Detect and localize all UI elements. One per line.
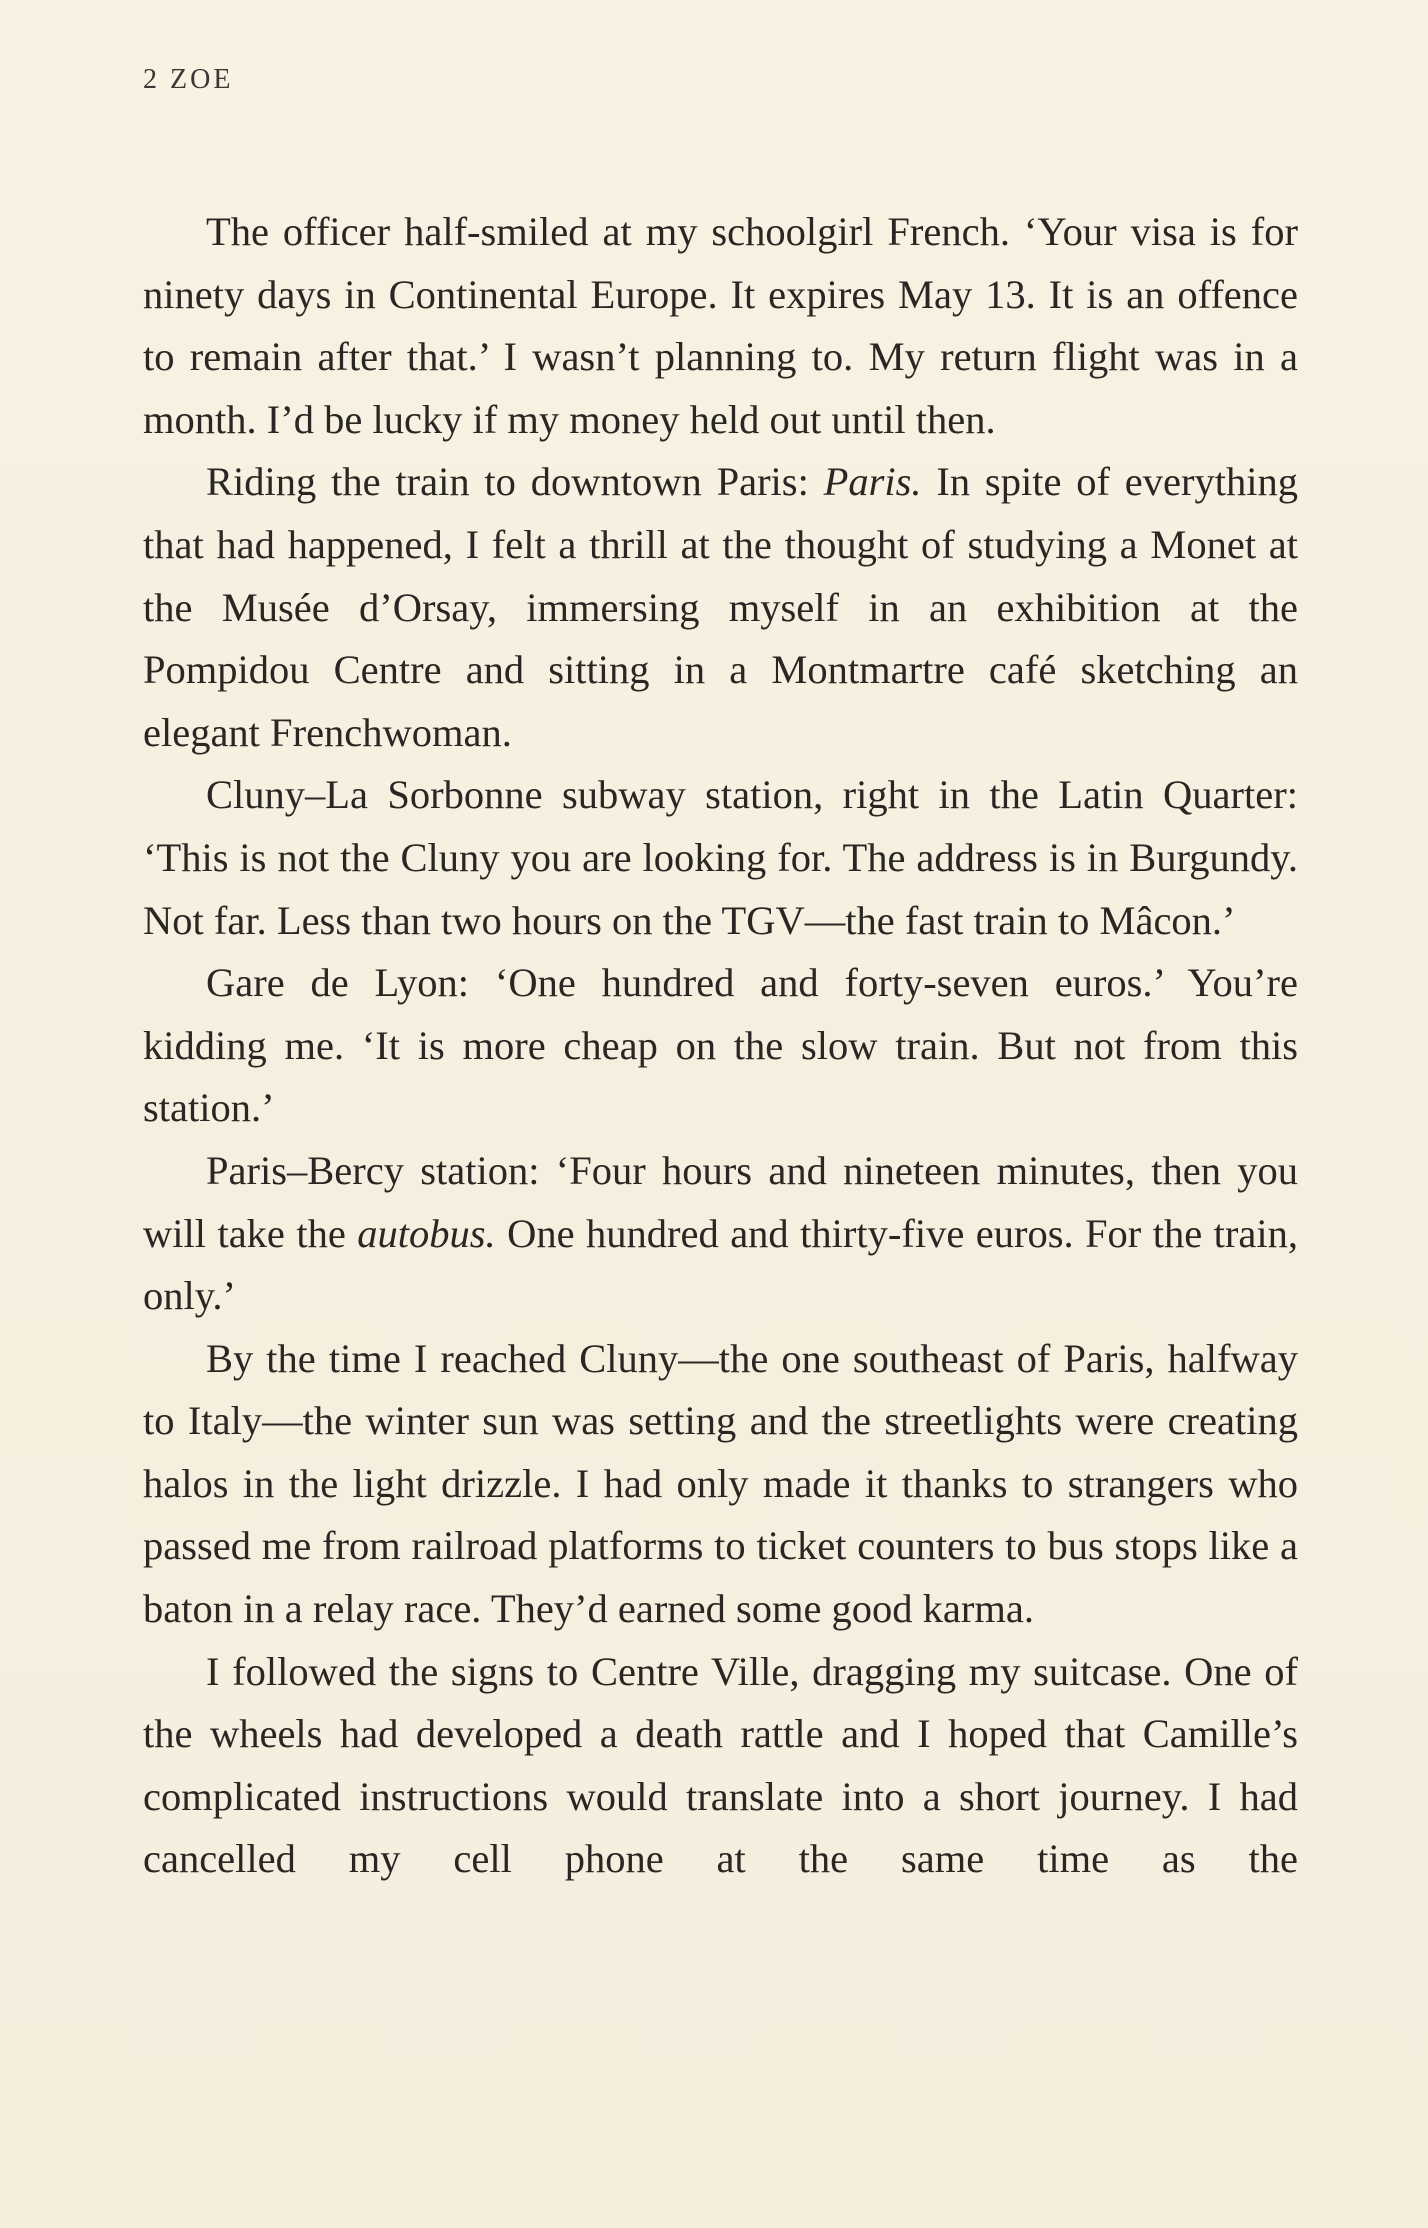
paragraph: I followed the signs to Centre Ville, dragging my suitcase. One of the wheels had developed a death rattle and I hoped that Camille’s complicated instructions would translate into a short journey. I had cancelled my cell phone at the same time as the xyxy=(143,1648,1298,1882)
paragraph: Riding the train to downtown Paris: Paris. In spite of everything that had happened, I felt a thrill at the thought of studying a Monet at the Musée d’Orsay, immersing myself in an exhibition at the Pompidou Centre and sitting in a Montmartre café sketching an elegant Frenchwoman. xyxy=(143,459,1298,755)
italic-text: autobus. xyxy=(357,1210,496,1256)
italic-text: Paris. xyxy=(823,459,922,505)
running-title: ZOE xyxy=(170,64,234,95)
running-head xyxy=(143,64,233,96)
body-text xyxy=(143,201,1298,1891)
paragraph: Paris–Bercy station: ‘Four hours and nineteen minutes, then you will take the autobus. One hundred and thirty-five euros. For the train, only.’ xyxy=(143,1147,1299,1319)
paragraph: Cluny–La Sorbonne subway station, right in the Latin Quarter: ‘This is not the Cluny you are looking for. The address is in Burgundy. Not far. Less than two hours on the TGV—the fast train to Mâcon.’ xyxy=(143,772,1298,943)
paragraph: The officer half-smiled at my schoolgirl French. ‘Your visa is for ninety days in Continental Europe. It expires May 13. It is an offence to remain after that.’ I wasn’t planning to. My return flight was in a month. I’d be lucky if my money held out until then. xyxy=(143,209,1298,442)
page-number: 2 xyxy=(143,64,160,95)
paragraph: By the time I reached Cluny—the one southeast of Paris, halfway to Italy—the winter sun was setting and the streetlights were creating halos in the light drizzle. I had only made it thanks to strangers who passed me from railroad platforms to ticket counters to bus stops like a baton in a relay race. They’d earned some good karma. xyxy=(143,1335,1298,1632)
paragraph: Gare de Lyon: ‘One hundred and forty-seven euros.’ You’re kidding me. ‘It is more cheap on the slow train. But not from this station.’ xyxy=(143,960,1298,1131)
